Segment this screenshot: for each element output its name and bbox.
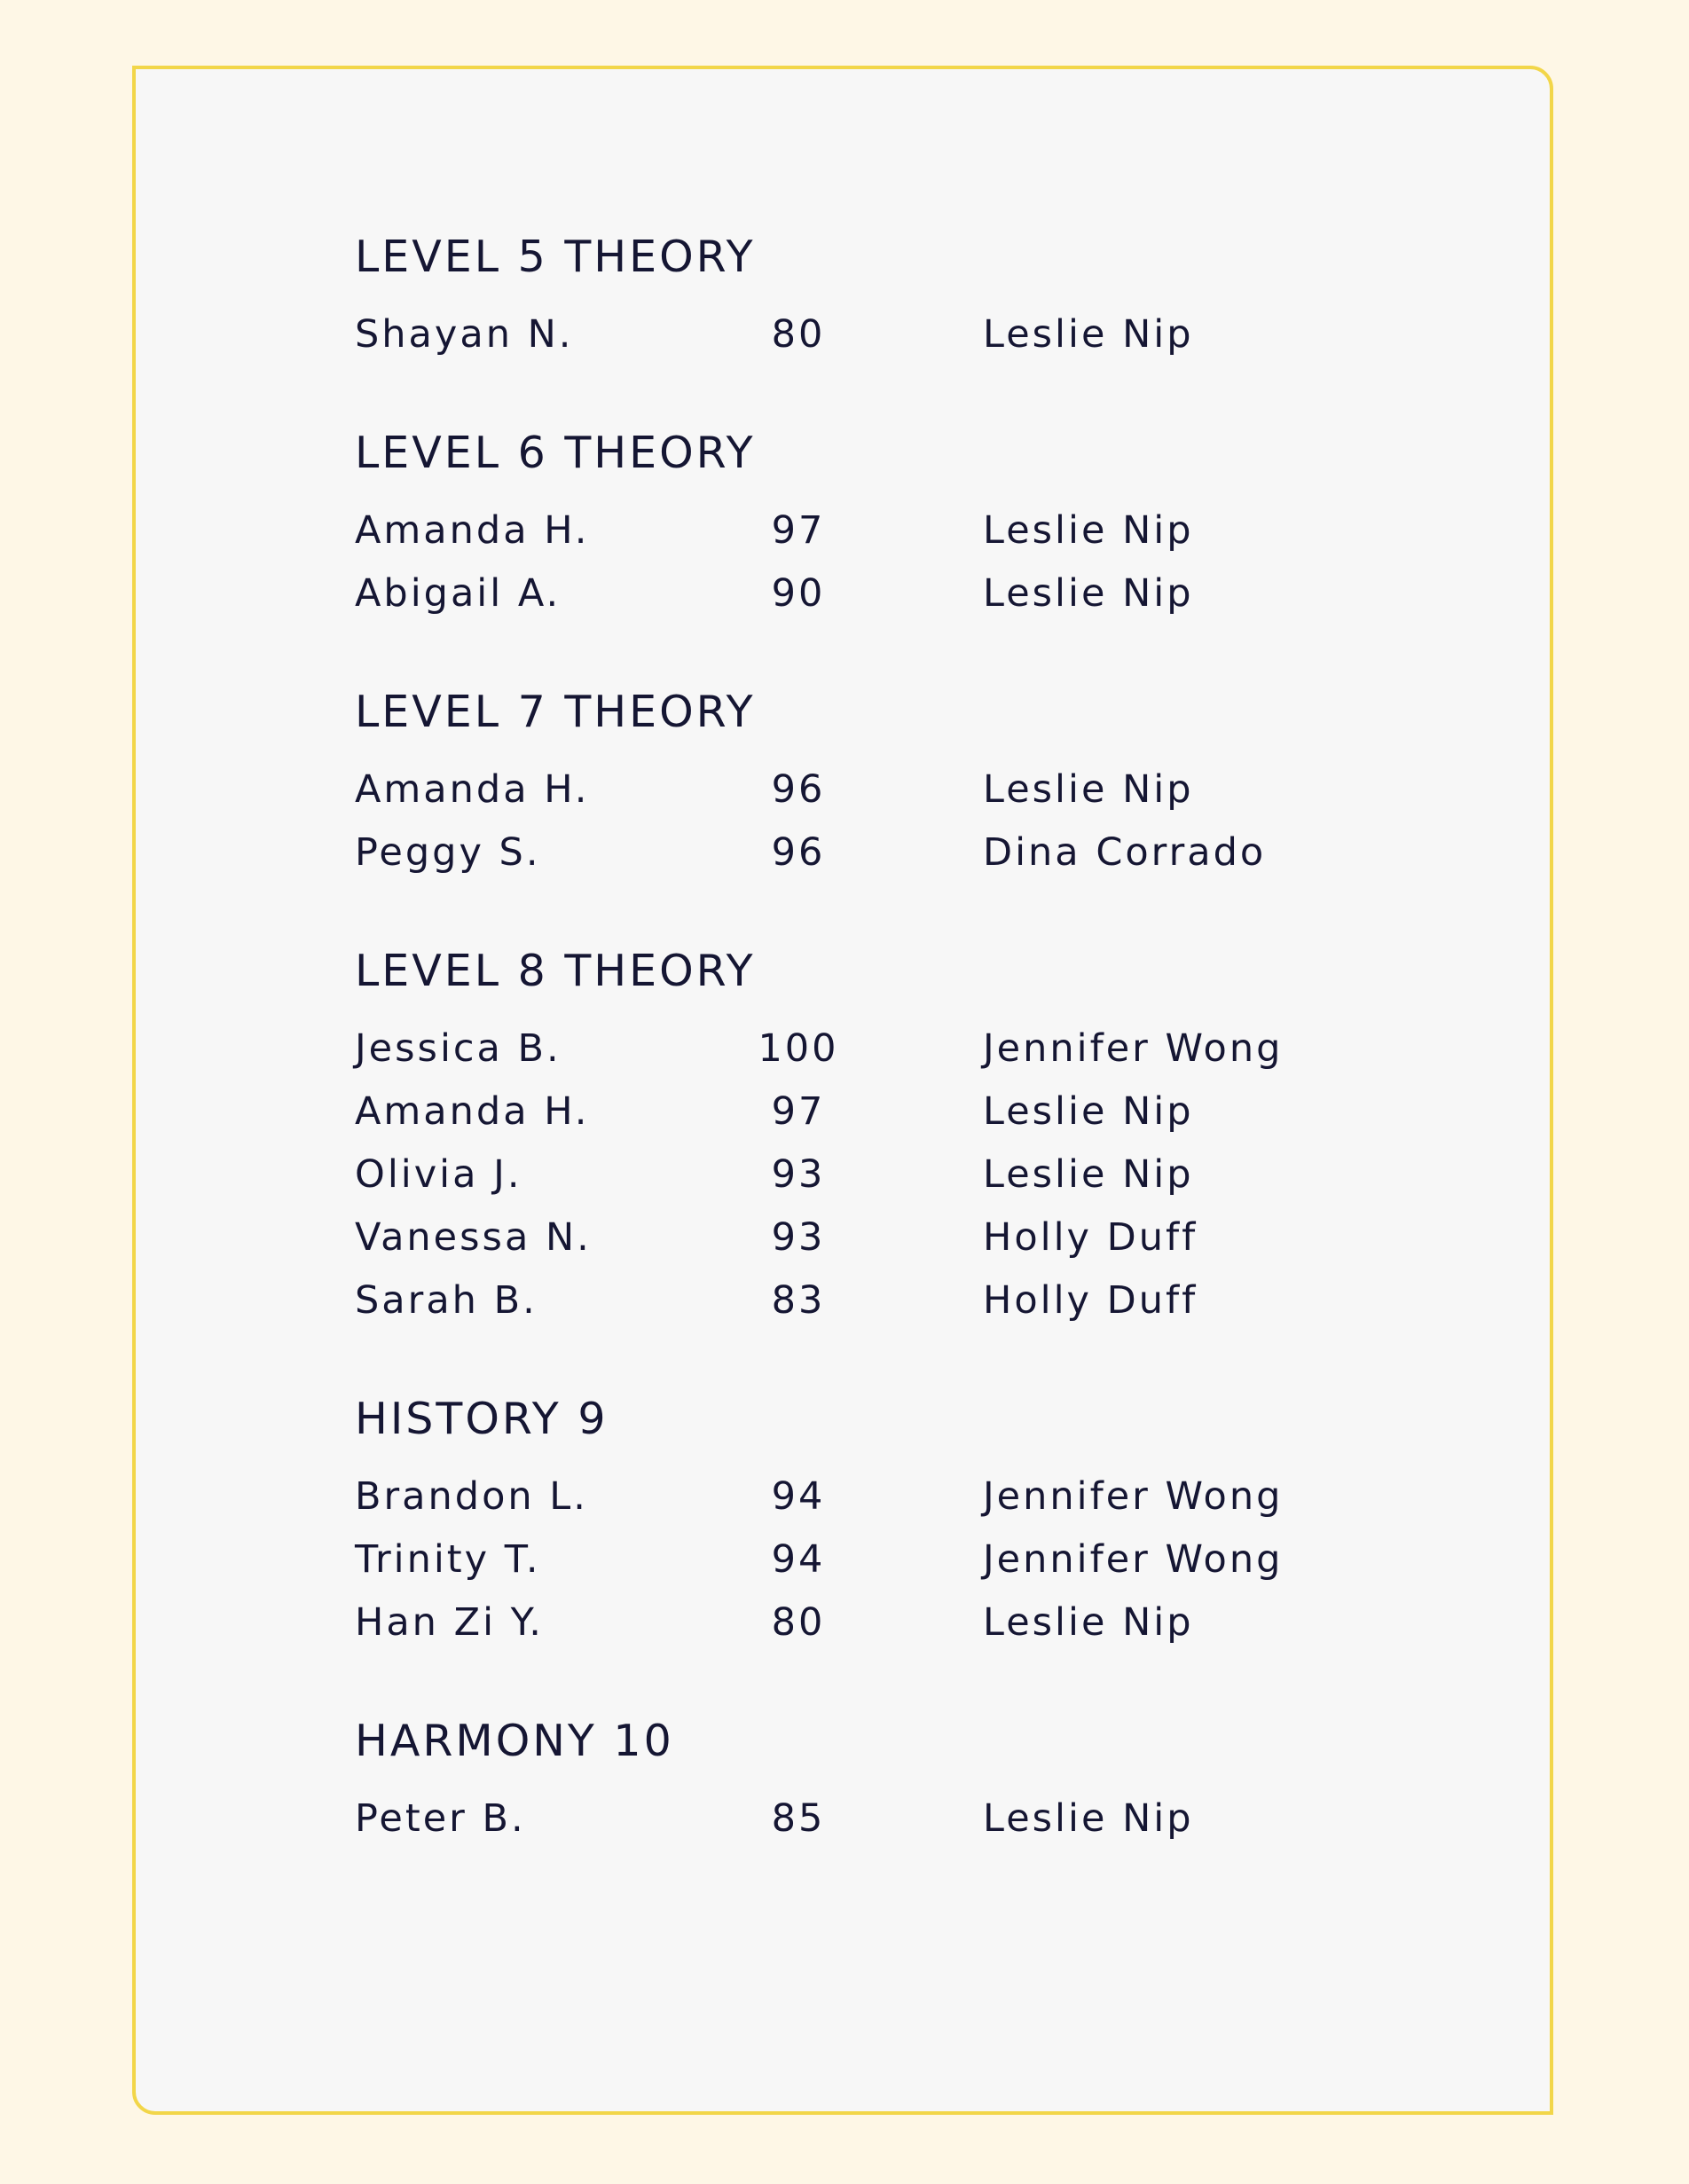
exam-section — [355, 1713, 1550, 1850]
result-row — [355, 1269, 1550, 1332]
teacher-name: Leslie Nip — [983, 1600, 1194, 1645]
student-name: Jessica B. — [355, 1026, 562, 1071]
student-score: 94 — [771, 1474, 826, 1519]
student-score: 80 — [771, 1600, 826, 1645]
student-name: Abigail A. — [355, 571, 562, 616]
student-name: Amanda H. — [355, 1089, 590, 1134]
student-name: Amanda H. — [355, 767, 590, 812]
teacher-name: Holly Duff — [983, 1278, 1198, 1323]
result-row — [355, 821, 1550, 884]
student-name: Peggy S. — [355, 830, 541, 875]
teacher-name: Leslie Nip — [983, 571, 1194, 616]
student-name: Vanessa N. — [355, 1215, 592, 1260]
exam-section — [355, 425, 1550, 625]
result-row — [355, 1528, 1550, 1591]
result-row — [355, 499, 1550, 562]
student-score: 96 — [771, 830, 826, 875]
student-score: 96 — [771, 767, 826, 812]
exam-section — [355, 684, 1550, 884]
result-row — [355, 1591, 1550, 1654]
student-score: 90 — [771, 571, 826, 616]
student-score: 83 — [771, 1278, 826, 1323]
exam-section — [355, 943, 1550, 1332]
teacher-name: Jennifer Wong — [983, 1026, 1284, 1071]
teacher-name: Leslie Nip — [983, 1796, 1194, 1841]
teacher-name: Leslie Nip — [983, 1089, 1194, 1134]
section-title: LEVEL 7 THEORY — [355, 687, 756, 737]
student-name: Olivia J. — [355, 1152, 522, 1197]
teacher-name: Jennifer Wong — [983, 1474, 1284, 1519]
student-score: 93 — [771, 1152, 826, 1197]
teacher-name: Leslie Nip — [983, 312, 1194, 357]
results-list — [355, 229, 1550, 1909]
student-name: Shayan N. — [355, 312, 574, 357]
result-row — [355, 1080, 1550, 1143]
student-score: 85 — [771, 1796, 826, 1841]
result-row — [355, 1206, 1550, 1269]
teacher-name: Holly Duff — [983, 1215, 1198, 1260]
exam-section — [355, 1391, 1550, 1654]
section-title: LEVEL 6 THEORY — [355, 428, 756, 478]
result-row — [355, 303, 1550, 366]
student-name: Brandon L. — [355, 1474, 588, 1519]
student-name: Peter B. — [355, 1796, 526, 1841]
result-row — [355, 1017, 1550, 1080]
student-score: 97 — [771, 1089, 826, 1134]
section-title: LEVEL 8 THEORY — [355, 946, 756, 996]
result-row — [355, 1465, 1550, 1528]
section-title: HARMONY 10 — [355, 1716, 674, 1766]
section-title: LEVEL 5 THEORY — [355, 232, 756, 282]
results-card — [132, 66, 1553, 2115]
student-score: 94 — [771, 1537, 826, 1582]
student-name: Han Zi Y. — [355, 1600, 544, 1645]
result-row — [355, 1143, 1550, 1206]
exam-section — [355, 229, 1550, 366]
result-row — [355, 758, 1550, 821]
student-name: Amanda H. — [355, 508, 590, 553]
teacher-name: Leslie Nip — [983, 1152, 1194, 1197]
student-name: Trinity T. — [355, 1537, 541, 1582]
teacher-name: Leslie Nip — [983, 767, 1194, 812]
teacher-name: Leslie Nip — [983, 508, 1194, 553]
student-score: 97 — [771, 508, 826, 553]
student-score: 80 — [771, 312, 826, 357]
section-title: HISTORY 9 — [355, 1394, 609, 1444]
result-row — [355, 562, 1550, 625]
teacher-name: Jennifer Wong — [983, 1537, 1284, 1582]
student-name: Sarah B. — [355, 1278, 538, 1323]
teacher-name: Dina Corrado — [983, 830, 1267, 875]
student-score: 93 — [771, 1215, 826, 1260]
student-score: 100 — [758, 1026, 839, 1071]
result-row — [355, 1787, 1550, 1850]
